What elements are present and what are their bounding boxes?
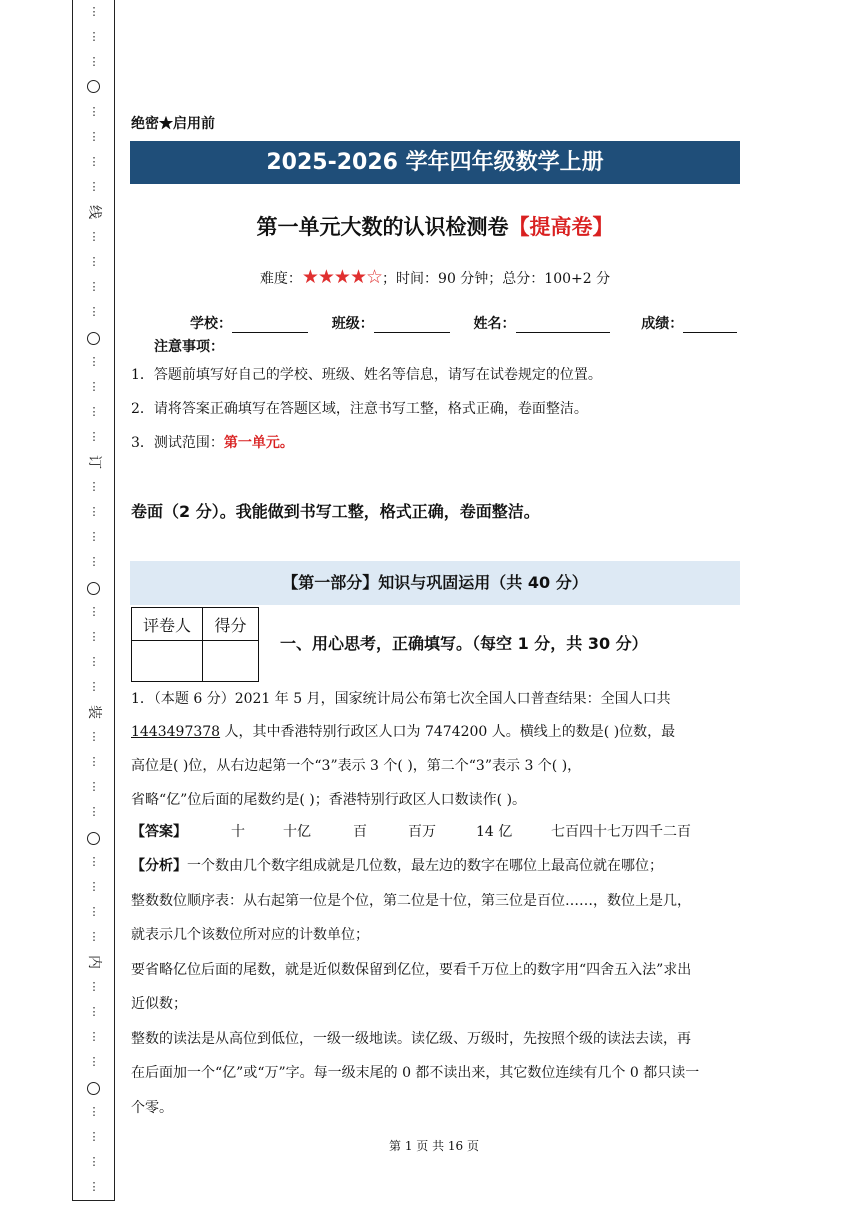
- class-blank[interactable]: [374, 318, 450, 333]
- exam-subtitle: [130, 211, 740, 241]
- population-number: 1443497378: [131, 724, 221, 740]
- name-blank[interactable]: [516, 318, 610, 333]
- margin-dots: ⋮: [88, 530, 100, 543]
- margin-dots: ⋮: [88, 105, 100, 118]
- margin-char: 线: [86, 205, 102, 219]
- margin-dots: ⋮: [88, 680, 100, 693]
- margin-dots: ⋮: [88, 280, 100, 293]
- name-label: 姓名：: [473, 316, 516, 332]
- margin-char: 装: [86, 705, 102, 719]
- margin-circle: [87, 332, 100, 345]
- analysis-line-2: 整数数位顺序表：从右起第一位是个位，第二位是十位，第三位是百位……，数位上是几，: [131, 893, 691, 909]
- margin-dots: ⋮: [88, 1055, 100, 1068]
- answer-value: 十: [231, 824, 245, 840]
- margin-dots: ⋮: [88, 5, 100, 18]
- margin-dots: ⋮: [88, 1105, 100, 1118]
- margin-circle: [87, 582, 100, 595]
- margin-dots: ⋮: [88, 130, 100, 143]
- school-label: 学校：: [190, 316, 232, 332]
- exam-banner-title: 2025-2026 学年四年级数学上册: [130, 141, 740, 184]
- margin-circle: [87, 1082, 100, 1095]
- margin-dots: ⋮: [88, 480, 100, 493]
- part1-title: 【第一部分】知识与巩固运用（共 40 分）: [130, 561, 740, 605]
- notice-item-3: [131, 432, 294, 452]
- analysis-line-5: 近似数；: [131, 996, 187, 1012]
- score-label: 成绩：: [641, 316, 684, 332]
- answer-value: 十亿: [283, 824, 311, 840]
- analysis-line-7: 在后面加一个“亿”或“万”字。每一级末尾的 0 都不读出来，其它数位连续有几个 0 都只读一: [131, 1065, 700, 1081]
- q1-line-2-rest: 人，其中香港特别行政区人口为 7474200 人。横线上的数是( )位数，最: [220, 724, 676, 740]
- analysis-text: 一个数由几个数字组成就是几位数，最左边的数字在哪位上最高位就在哪位；: [187, 858, 663, 874]
- analysis-line-3: 就表示几个该数位所对应的计数单位；: [131, 927, 369, 943]
- margin-dots: ⋮: [88, 655, 100, 668]
- q1-line-4: 省略“亿”位后面的尾数约是( )；香港特别行政区人口数读作( )。: [131, 792, 527, 808]
- margin-dots: ⋮: [88, 1180, 100, 1193]
- margin-dots: ⋮: [88, 305, 100, 318]
- margin-dots: ⋮: [88, 505, 100, 518]
- answer-value: 百万: [408, 824, 436, 840]
- margin-dots: ⋮: [88, 1130, 100, 1143]
- analysis-line-6: 整数的读法是从高位到低位，一级一级地读。读亿级、万级时，先按照个级的读法去读，再: [131, 1031, 691, 1047]
- margin-dots: ⋮: [88, 1030, 100, 1043]
- margin-dots: ⋮: [88, 755, 100, 768]
- margin-char: 订: [86, 455, 102, 469]
- grader-label: 评卷人: [132, 608, 203, 641]
- answer-value: 14 亿: [476, 824, 513, 840]
- margin-dots: ⋮: [88, 255, 100, 268]
- margin-dots: ⋮: [88, 880, 100, 893]
- margin-dots: ⋮: [88, 730, 100, 743]
- margin-dots: ⋮: [88, 555, 100, 568]
- school-blank[interactable]: [232, 318, 308, 333]
- margin-dots: ⋮: [88, 930, 100, 943]
- margin-dots: ⋮: [88, 855, 100, 868]
- margin-dots: ⋮: [88, 405, 100, 418]
- analysis-line-4: 要省略亿位后面的尾数，就是近似数保留到亿位，要看千万位上的数字用“四舍五入法”求出: [131, 962, 692, 978]
- margin-dots: ⋮: [88, 380, 100, 393]
- analysis-line-8: 个零。: [131, 1100, 173, 1116]
- margin-dots: ⋮: [88, 355, 100, 368]
- score-cell[interactable]: [203, 641, 259, 682]
- q1-line-2: [131, 721, 675, 741]
- notice-item-1: 1．答题前填写好自己的学校、班级、姓名等信息，请写在试卷规定的位置。: [131, 367, 602, 383]
- difficulty-stars-filled: ★★★★: [301, 266, 366, 288]
- subtitle-tag: 【提高卷】: [508, 215, 614, 239]
- q1-line-1: 1．（本题 6 分）2021 年 5 月，国家统计局公布第七次全国人口普查结果：全国人口共: [131, 691, 671, 707]
- analysis-label: 【分析】: [131, 858, 187, 874]
- test-scope: 第一单元。: [223, 435, 294, 451]
- notice-item-2: 2．请将答案正确填写在答题区域，注意书写工整，格式正确，卷面整洁。: [131, 401, 588, 417]
- difficulty-label: 难度：: [259, 271, 302, 287]
- q1-line-3: 高位是( )位，从右边起第一个“3”表示 3 个( )，第二个“3”表示 3 个( )，: [131, 758, 582, 774]
- margin-dots: ⋮: [88, 155, 100, 168]
- margin-dots: ⋮: [88, 805, 100, 818]
- margin-dots: ⋮: [88, 630, 100, 643]
- margin-circle: [87, 80, 100, 93]
- margin-dots: ⋮: [88, 230, 100, 243]
- answer-label: 【答案】: [131, 824, 187, 840]
- margin-dots: ⋮: [88, 780, 100, 793]
- grader-cell[interactable]: [132, 641, 203, 682]
- margin-dots: ⋮: [88, 905, 100, 918]
- difficulty-line: [130, 266, 740, 288]
- grader-table: [131, 607, 259, 682]
- difficulty-stars-empty: ☆: [366, 266, 383, 288]
- margin-dots: ⋮: [88, 430, 100, 443]
- binding-margin: [84, 0, 104, 1200]
- margin-dots: ⋮: [88, 1155, 100, 1168]
- notice-item-3-prefix: 3．测试范围：: [131, 435, 224, 451]
- margin-dots: ⋮: [88, 30, 100, 43]
- margin-dots: ⋮: [88, 605, 100, 618]
- score-header: 得分: [203, 608, 259, 641]
- class-label: 班级：: [331, 316, 374, 332]
- question-section-heading: 一、用心思考，正确填写。（每空 1 分，共 30 分）: [280, 634, 648, 653]
- margin-dots: ⋮: [88, 55, 100, 68]
- student-info-line: [190, 313, 737, 333]
- margin-circle: [87, 832, 100, 845]
- answer-value: 百: [353, 824, 367, 840]
- neatness-statement: 卷面（2 分）。我能做到书写工整，格式正确，卷面整洁。: [131, 502, 540, 521]
- analysis-line-1: [131, 855, 663, 875]
- subtitle-main: 第一单元大数的认识检测卷: [256, 215, 509, 239]
- notice-title: 注意事项：: [154, 339, 224, 355]
- margin-dots: ⋮: [88, 180, 100, 193]
- page-footer: 第 1 页 共 16 页: [389, 1139, 479, 1153]
- margin-char: 内: [86, 955, 102, 969]
- score-blank[interactable]: [683, 318, 737, 333]
- confidential-label: 绝密★启用前: [131, 116, 215, 132]
- margin-dots: ⋮: [88, 980, 100, 993]
- margin-dots: ⋮: [88, 1005, 100, 1018]
- answer-value: 七百四十七万四千二百: [551, 824, 691, 840]
- time-score-info: ；时间：90 分钟；总分：100+2 分: [382, 271, 611, 287]
